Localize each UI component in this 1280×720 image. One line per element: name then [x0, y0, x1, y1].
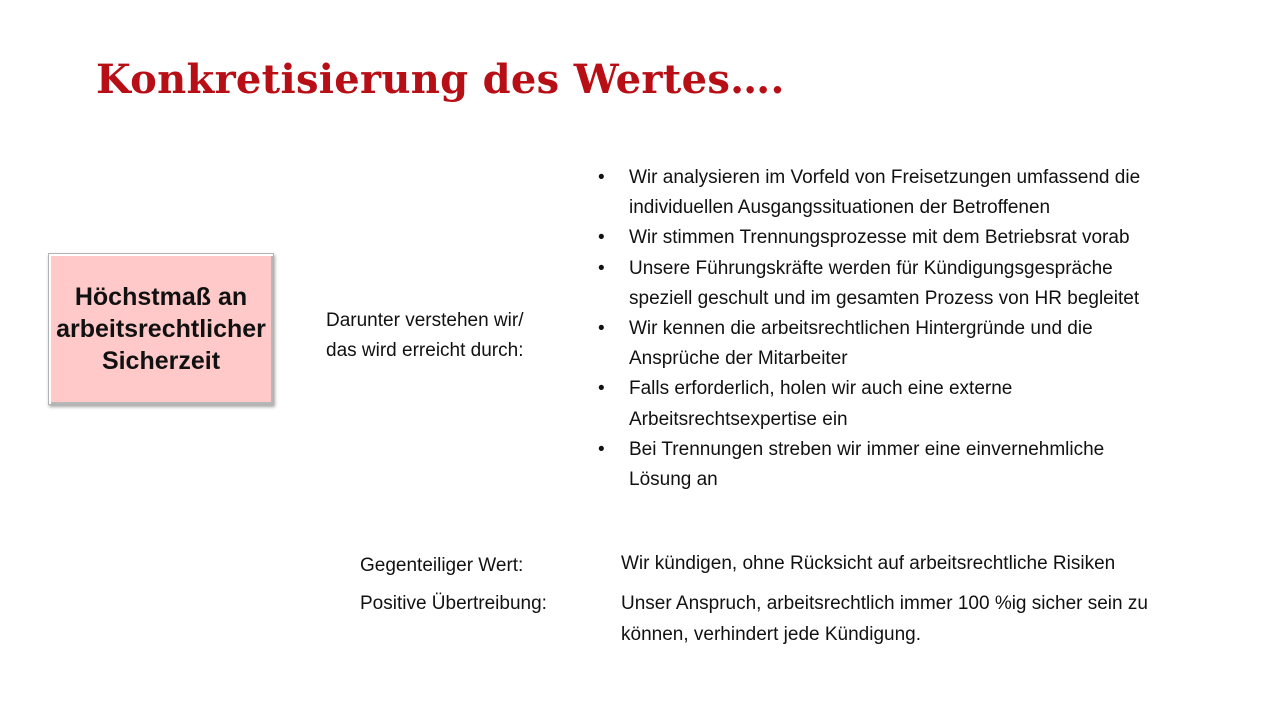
- bullet-icon: •: [598, 227, 605, 249]
- exaggeration-label: Positive Übertreibung:: [360, 593, 547, 614]
- list-item: [598, 254, 1198, 314]
- list-item-line: Wir stimmen Trennungsprozesse mit dem Betriebsrat vorab: [629, 227, 1130, 249]
- slide-title: Konkretisierung des Wertes….: [96, 56, 785, 103]
- list-item-line: speziell geschult und im gesamten Prozess von HR begleitet: [629, 287, 1140, 309]
- exaggeration-text: [621, 589, 1211, 650]
- bullet-icon: •: [598, 438, 605, 460]
- list-item-line: individuellen Ausgangssituationen der Betroffenen: [629, 197, 1051, 219]
- list-item: [598, 435, 1198, 495]
- intro-line: das wird erreicht durch:: [326, 340, 524, 361]
- value-box: [48, 253, 274, 405]
- list-item-line: Lösung an: [629, 469, 718, 491]
- list-item-line: Wir analysieren im Vorfeld von Freisetzungen umfassend die: [629, 167, 1141, 188]
- bullet-icon: •: [598, 167, 605, 188]
- list-item-line: Ansprüche der Mitarbeiter: [629, 348, 848, 370]
- list-item: [598, 163, 1198, 223]
- value-box-line: arbeitsrechtlicher: [56, 315, 266, 343]
- opposite-value-label: Gegenteiliger Wert:: [360, 555, 524, 576]
- list-item-line: Wir kennen die arbeitsrechtlichen Hintergründe und die: [629, 318, 1093, 340]
- bullet-icon: •: [598, 378, 605, 400]
- list-item-line: Bei Trennungen streben wir immer eine einvernehmliche: [629, 438, 1105, 460]
- list-item-line: Unsere Führungskräfte werden für Kündigungsgespräche: [629, 257, 1113, 279]
- value-box-line: Höchstmaß an: [74, 283, 248, 311]
- measures-list: [598, 163, 1198, 495]
- list-item: [598, 314, 1198, 374]
- opposite-value-text: Wir kündigen, ohne Rücksicht auf arbeitsrechtliche Risiken: [621, 553, 1116, 574]
- list-item-line: Arbeitsrechtsexpertise ein: [629, 408, 848, 430]
- exaggeration-line: können, verhindert jede Kündigung.: [621, 623, 922, 645]
- intro-text: [326, 306, 523, 366]
- bullet-icon: •: [598, 257, 605, 279]
- list-item: [598, 223, 1198, 253]
- intro-line: Darunter verstehen wir/: [326, 310, 524, 331]
- exaggeration-line: Unser Anspruch, arbeitsrechtlich immer 100 %ig sicher sein zu: [621, 593, 1148, 614]
- value-box-line: Sicherzeit: [101, 347, 221, 375]
- bullet-icon: •: [598, 318, 605, 340]
- list-item-line: Falls erforderlich, holen wir auch eine externe: [629, 378, 1013, 400]
- list-item: [598, 374, 1198, 434]
